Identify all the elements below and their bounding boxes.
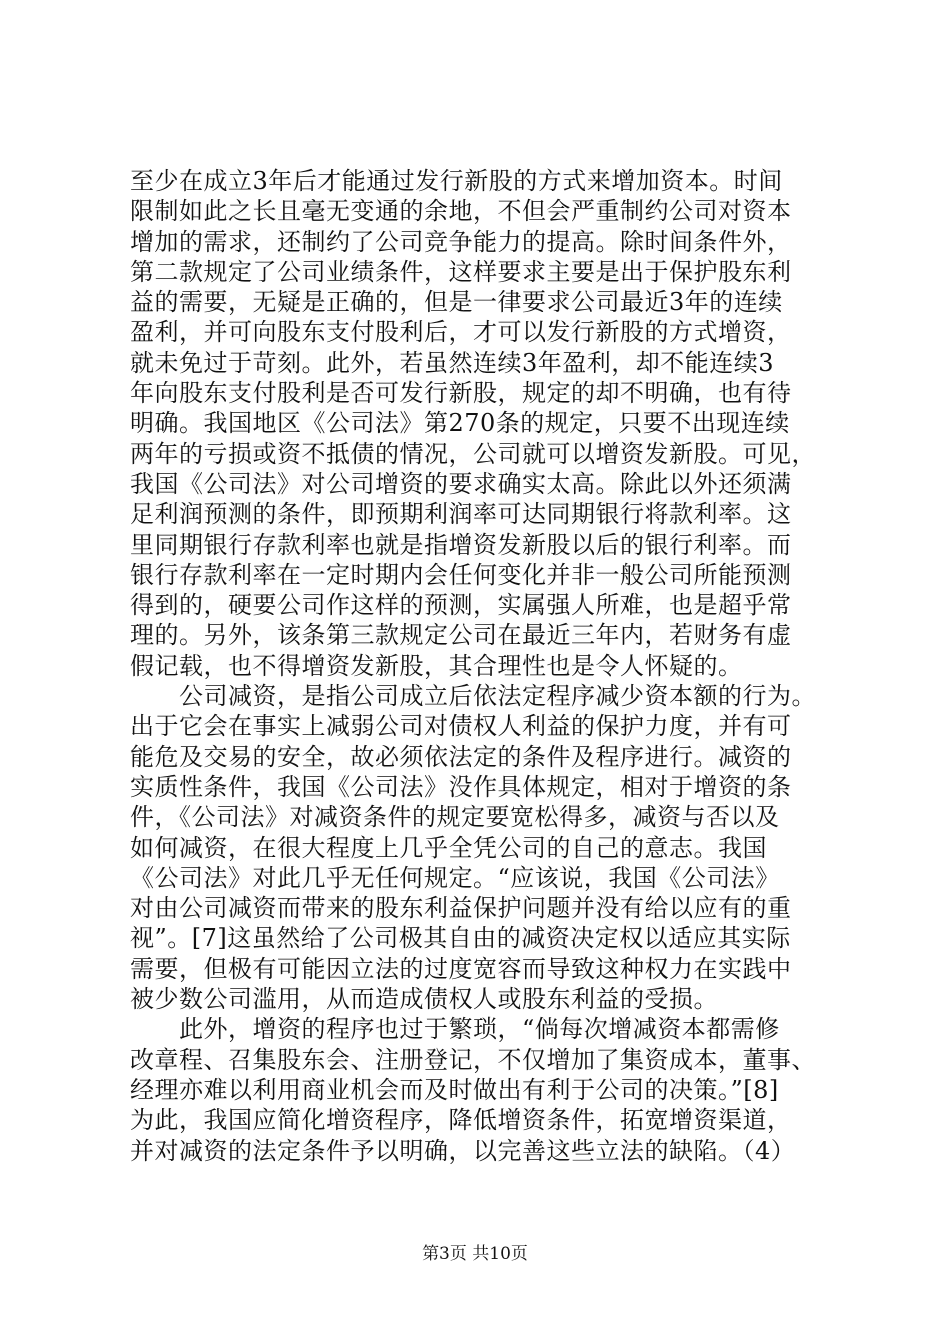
text-line: 出于它会在事实上减弱公司对债权人利益的保护力度，并有可 [130, 712, 792, 741]
text-line: 此外，增资的程序也过于繁琐，“倘每次增减资本都需修 [130, 1015, 780, 1044]
text-line: 被少数公司滥用，从而造成债权人或股东利益的受损。 [130, 985, 718, 1014]
text-line: 足利润预测的条件，即预期利润率可达同期银行将款利率。这 [130, 500, 792, 529]
text-line: 年向股东支付股利是否可发行新股，规定的却不明确，也有待 [130, 379, 792, 408]
text-line: 为此，我国应简化增资程序，降低增资条件，拓宽增资渠道， [130, 1106, 792, 1135]
text-line: 明确。我国地区《公司法》第270条的规定，只要不出现连续 [130, 409, 790, 438]
body-text [130, 166, 830, 1166]
text-line: 如何减资，在很大程度上几乎全凭公司的自己的意志。我国 [130, 833, 767, 862]
text-line: 视”。[7]这虽然给了公司极其自由的减资决定权以适应其实际 [130, 924, 791, 953]
text-line: 件，《公司法》对减资条件的规定要宽松得多，减资与否以及 [130, 803, 780, 832]
text-line: 就未免过于苛刻。此外，若虽然连续3年盈利，却不能连续3 [130, 348, 775, 377]
text-line: 盈利，并可向股东支付股利后，才可以发行新股的方式增资， [130, 318, 792, 347]
text-line: 里同期银行存款利率也就是指增资发新股以后的银行利率。而 [130, 530, 792, 559]
text-line: 经理亦难以利用商业机会而及时做出有利于公司的决策。”[8] [130, 1075, 779, 1104]
text-line: 至少在成立3年后才能通过发行新股的方式来增加资本。时间 [130, 167, 783, 195]
text-line: 能危及交易的安全，故必须依法定的条件及程序进行。减资的 [130, 742, 792, 771]
text-line: 限制如此之长且毫无变通的余地，不但会严重制约公司对资本 [130, 197, 792, 226]
text-line: 对由公司减资而带来的股东利益保护问题并没有给以应有的重 [130, 894, 792, 923]
text-line: 理的。另外，该条第三款规定公司在最近三年内，若财务有虚 [130, 621, 792, 650]
text-line: 我国《公司法》对公司增资的要求确实太高。除此以外还须满 [130, 469, 792, 498]
text-line: 需要，但极有可能因立法的过度宽容而导致这种权力在实践中 [130, 954, 792, 983]
text-line: 得到的，硬要公司作这样的预测，实属强人所难，也是超乎常 [130, 591, 792, 620]
text-line: 银行存款利率在一定时期内会任何变化并非一般公司所能预测 [130, 560, 792, 589]
text-line: 《公司法》对此几乎无任何规定。“应该说，我国《公司法》 [130, 863, 780, 892]
text-line: 公司减资，是指公司成立后依法定程序减少资本额的行为。 [130, 682, 816, 711]
text-line: 两年的亏损或资不抵债的情况，公司就可以增资发新股。可见， [130, 439, 816, 468]
text-line: 假记载，也不得增资发新股，其合理性也是令人怀疑的。 [130, 651, 743, 680]
page-footer: 第3页 共10页 [422, 1244, 528, 1264]
text-line: 益的需要，无疑是正确的，但是一律要求公司最近3年的连续 [130, 288, 783, 317]
text-line: 增加的需求，还制约了公司竞争能力的提高。除时间条件外， [130, 227, 792, 256]
text-line: 实质性条件，我国《公司法》没作具体规定，相对于增资的条 [130, 772, 792, 801]
text-line: 并对减资的法定条件予以明确，以完善这些立法的缺陷。（4） [130, 1136, 796, 1165]
text-line: 第二款规定了公司业绩条件，这样要求主要是出于保护股东利 [130, 257, 792, 286]
text-line: 改章程、召集股东会、注册登记，不仅增加了集资成本，董事、 [130, 1045, 816, 1074]
